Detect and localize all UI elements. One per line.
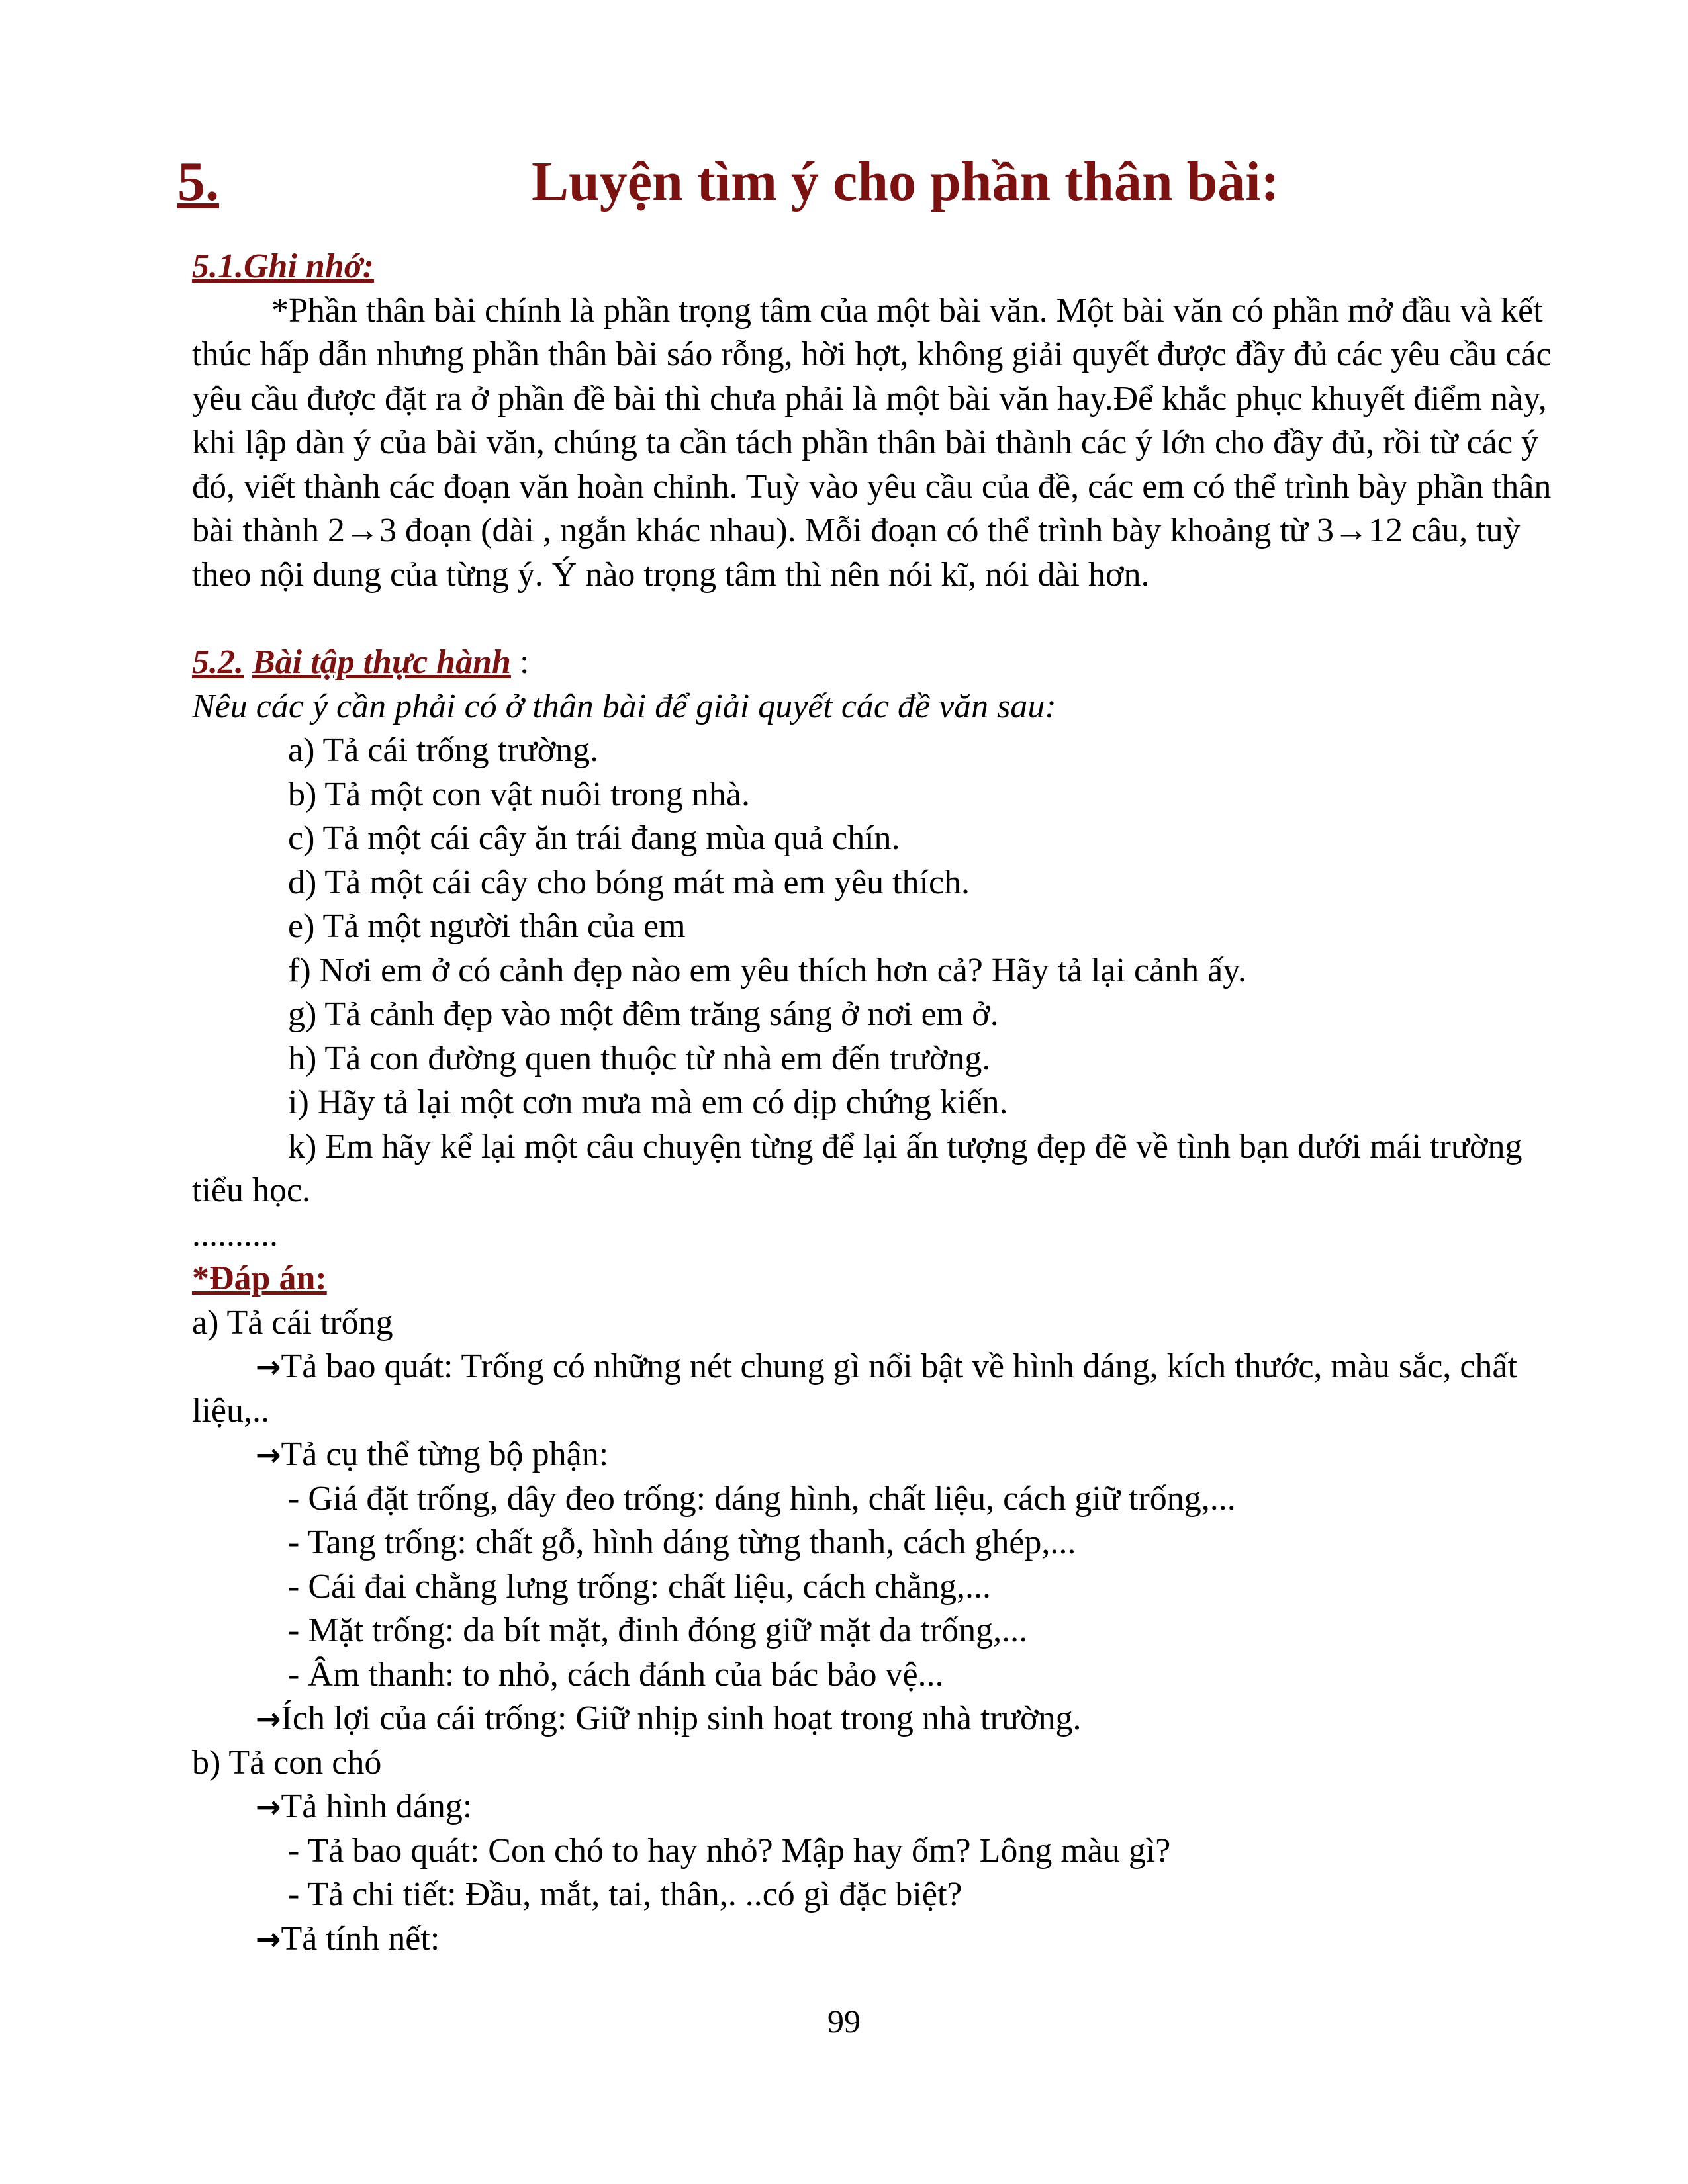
answer-a-benefit: →Ích lợi của cái trống: Giữ nhịp sinh hoạt trong nhà trường.: [256, 1700, 1082, 1737]
exercise-item-k: k) Em hãy kể lại một câu chuyện từng để lại ấn tượng đẹp đẽ về tình bạn dưới mái trường tiểu học.: [192, 1127, 1523, 1209]
arrow-right-icon: →: [256, 1921, 281, 1957]
answer-b-shape-heading: →Tả hình dáng:: [256, 1788, 473, 1825]
exercise-item: a) Tả cái trống trường.: [288, 731, 599, 769]
exercise-item: d) Tả một cái cây cho bóng mát mà em yêu thích.: [288, 863, 970, 901]
arrow-right-icon: →: [256, 1701, 281, 1737]
answer-a-parts-heading: →Tả cụ thể từng bộ phận:: [256, 1435, 609, 1473]
page-number: 99: [827, 2003, 861, 2040]
exercise-item: b) Tả một con vật nuôi trong nhà.: [288, 775, 751, 813]
document-body: [192, 245, 1569, 1961]
exercise-item: c) Tả một cái cây ăn trái đang mùa quả chín.: [288, 819, 900, 857]
ellipsis-dots: ..........: [192, 1215, 278, 1253]
section-1-heading: [192, 245, 1569, 289]
answer-a-heading: a) Tả cái trống: [192, 1303, 393, 1342]
answer-heading: [192, 1257, 1569, 1301]
section-2-heading: [192, 641, 1569, 685]
answer-a-part: - Tang trống: chất gỗ, hình dáng từng thanh, cách ghép,...: [288, 1524, 1076, 1561]
exercise-item: e) Tả một người thân của em: [288, 907, 686, 945]
chapter-title: Luyện tìm ý cho phần thân bài:: [532, 151, 1280, 212]
section-1-number: 5.1.: [192, 248, 244, 285]
answer-b-heading: b) Tả con chó: [192, 1743, 382, 1782]
exercise-item: f) Nơi em ở có cảnh đẹp nào em yêu thích hơn cả? Hãy tả lại cảnh ấy.: [288, 951, 1246, 989]
exercise-list: [192, 729, 1569, 1213]
arrow-right-icon: →: [256, 1437, 281, 1473]
section-1-paragraph: *Phần thân bài chính là phần trọng tâm của một bài văn. Một bài văn có phần mở đầu và kết thúc hấp dẫn nhưng phần thân bài sáo rỗng, hời hợt, không giải quyết được đầy đủ các yêu cầu các yêu cầu được đặt ra ở phần đề bài thì chưa phải là một bài văn hay.Để khắc phục khuyết điểm này, khi lập dàn ý của bài văn, chúng ta cần tách phần thân bài thành các ý lớn cho đầy đủ, rồi từ các ý đó, viết thành các đoạn văn hoàn chỉnh. Tuỳ vào yêu cầu của đề, các em có thể trình bày phần thân bài thành 2→3 đoạn (dài , ngắn khác nhau). Mỗi đoạn có thể trình bày khoảng từ 3→12 câu, tuỳ theo nội dung của từng ý. Ý nào trọng tâm thì nên nói kĩ, nói dài hơn.: [192, 291, 1552, 594]
answer-a-part: - Âm thanh: to nhỏ, cách đánh của bác bảo vệ...: [288, 1655, 944, 1694]
exercise-item: g) Tả cảnh đẹp vào một đêm trăng sáng ở nơi em ở.: [288, 995, 999, 1033]
exercise-item: i) Hãy tả lại một cơn mưa mà em có dịp chứng kiến.: [288, 1083, 1008, 1121]
answer-title: *Đáp án:: [192, 1259, 327, 1297]
section-2-number: 5.2.: [192, 643, 244, 681]
exercise-item: h) Tả con đường quen thuộc từ nhà em đến trường.: [288, 1039, 991, 1077]
section-2-intro: Nêu các ý cần phải có ở thân bài để giải quyết các đề văn sau:: [192, 687, 1056, 725]
section-1-title: Ghi nhớ:: [244, 248, 374, 285]
answer-a-part: - Mặt trống: da bít mặt, đinh đóng giữ mặt da trống,...: [288, 1612, 1028, 1649]
chapter-number: 5.: [177, 151, 219, 212]
spacer: [192, 597, 1569, 641]
arrow-right-icon: →: [256, 1349, 281, 1385]
answer-b-shape-item: - Tả chi tiết: Đầu, mắt, tai, thân,. ..có gì đặc biệt?: [288, 1876, 962, 1913]
answer-a-overview: →Tả bao quát: Trống có những nét chung gì nổi bật về hình dáng, kích thước, màu sắc, chất liệu,..: [192, 1347, 1517, 1430]
arrow-right-icon: →: [256, 1789, 281, 1825]
answer-b-temper-heading: →Tả tính nết:: [256, 1919, 440, 1958]
section-2-colon: :: [510, 643, 530, 681]
answer-a-part: - Giá đặt trống, dây đeo trống: dáng hình, chất liệu, cách giữ trống,...: [288, 1479, 1236, 1518]
answer-a-part: - Cái đai chằng lưng trống: chất liệu, cách chằng,...: [288, 1567, 992, 1606]
answer-b-shape-item: - Tả bao quát: Con chó to hay nhỏ? Mập hay ốm? Lông màu gì?: [288, 1831, 1171, 1870]
section-2-title: Bài tập thực hành: [252, 643, 511, 681]
